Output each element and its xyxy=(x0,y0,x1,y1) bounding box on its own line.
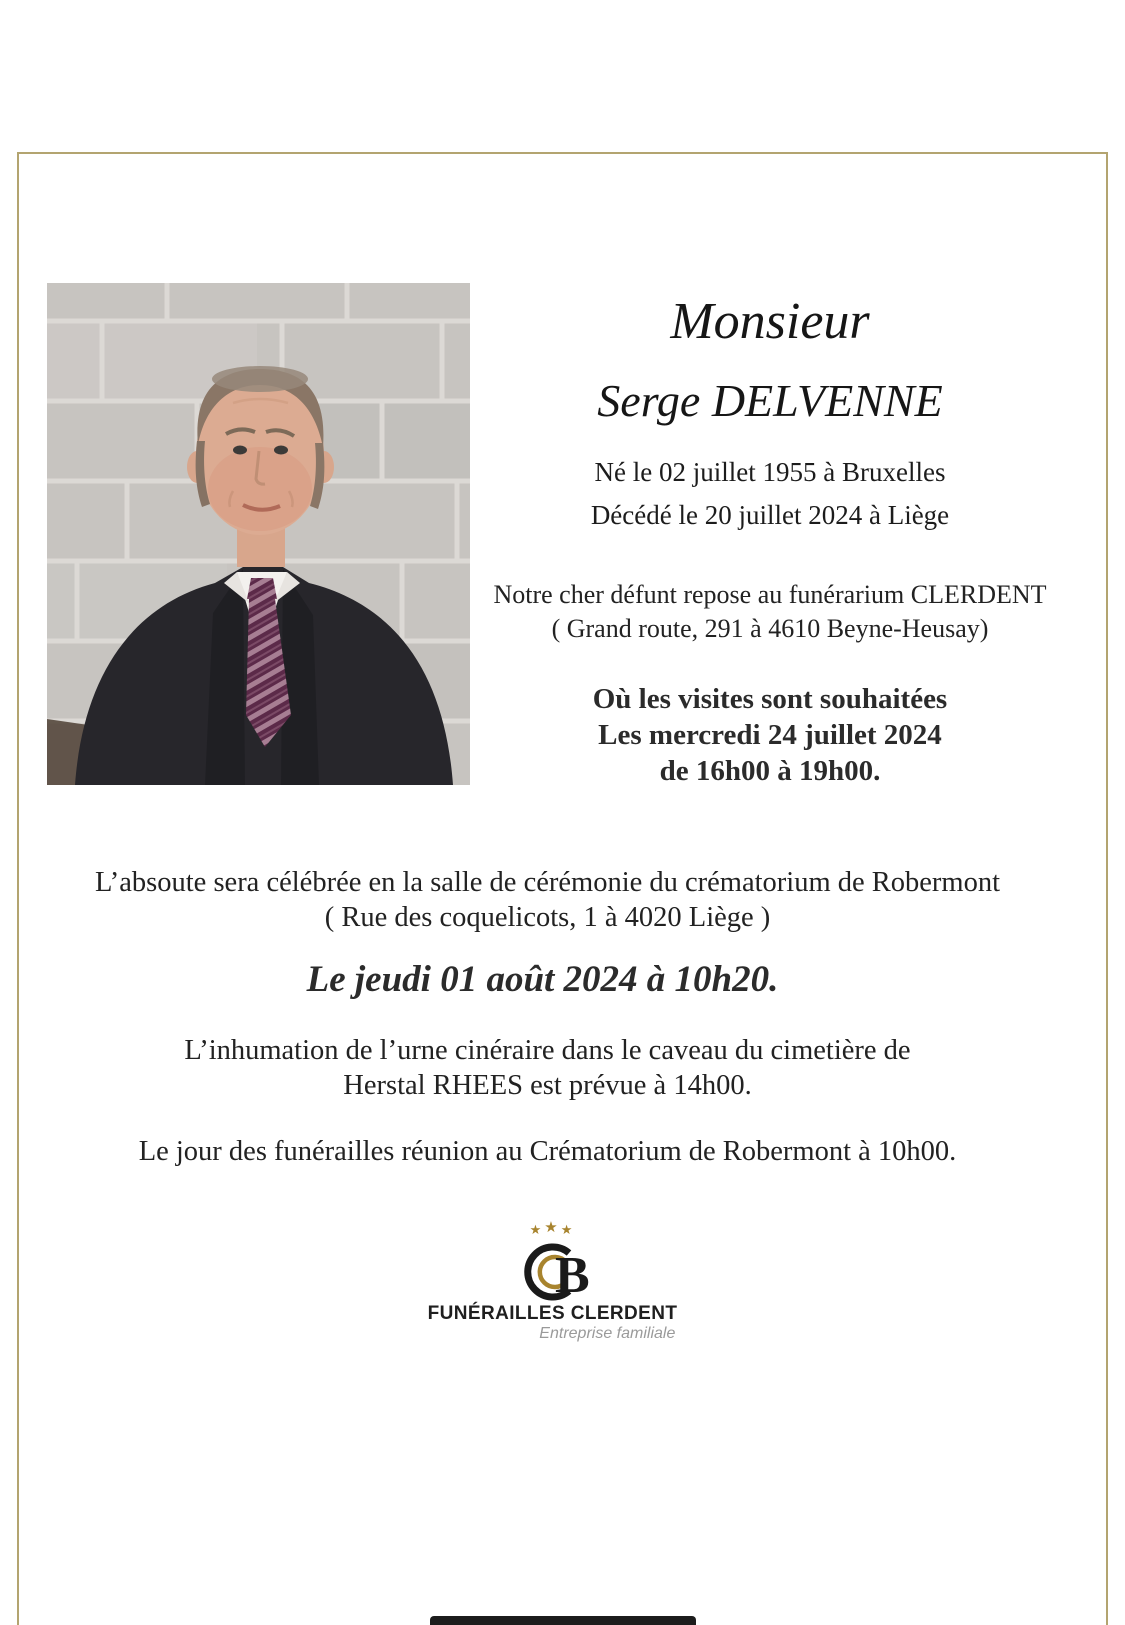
ceremony-line-2: ( Rue des coquelicots, 1 à 4020 Liège ) xyxy=(324,901,771,933)
portrait-illustration xyxy=(47,283,470,785)
company-name: FUNÉRAILLES CLERDENT xyxy=(427,1303,678,1324)
death-line: Décédé le 20 juillet 2024 à Liège xyxy=(590,499,950,530)
visits-line-1: Où les visites sont souhaitées xyxy=(592,682,948,715)
bottom-scrollbar[interactable] xyxy=(430,1616,696,1625)
repose-line-2: ( Grand route, 291 à 4610 Beyne-Heusay) xyxy=(551,614,989,644)
company-tagline: Entreprise familiale xyxy=(539,1324,676,1342)
inhumation-line-2: Herstal RHEES est prévue à 14h00. xyxy=(343,1069,752,1101)
logo-wordmark xyxy=(428,1304,678,1343)
ceremony-block xyxy=(30,866,1065,936)
star-icon: ★ xyxy=(529,1222,545,1237)
deceased-name: Serge DELVENNE xyxy=(597,375,943,426)
logo-letter-b: B xyxy=(554,1247,590,1304)
visits-line-2: Les mercredi 24 juillet 2024 xyxy=(598,718,942,751)
repose-block xyxy=(465,578,1075,646)
clerdent-logo-icon xyxy=(505,1240,601,1304)
meeting-line: Le jour des funérailles réunion au Crématorium de Robermont à 10h00. xyxy=(138,1136,957,1167)
funeral-home-footer xyxy=(0,1222,1105,1343)
ceremony-date: Le jeudi 01 août 2024 à 10h20. xyxy=(306,959,779,1000)
birth-line: Né le 02 juillet 1955 à Bruxelles xyxy=(594,457,946,487)
portrait-photo xyxy=(47,283,470,785)
star-icon: ★ xyxy=(544,1220,561,1236)
inhumation-line-1: L’inhumation de l’urne cinéraire dans le caveau du cimetière de xyxy=(184,1035,911,1066)
inhumation-block xyxy=(30,1034,1065,1104)
star-icon: ★ xyxy=(560,1222,576,1237)
visits-block xyxy=(465,682,1075,790)
deceased-header xyxy=(465,293,1075,790)
repose-line-1: Notre cher défunt repose au funérarium CLERDENT xyxy=(493,580,1047,610)
ceremony-line-1: L’absoute sera célébrée en la salle de cérémonie du crématorium de Robermont xyxy=(94,867,1000,898)
civility-title: Monsieur xyxy=(670,293,870,350)
logo-stars xyxy=(0,1222,1105,1238)
visits-line-3: de 16h00 à 19h00. xyxy=(659,754,881,787)
